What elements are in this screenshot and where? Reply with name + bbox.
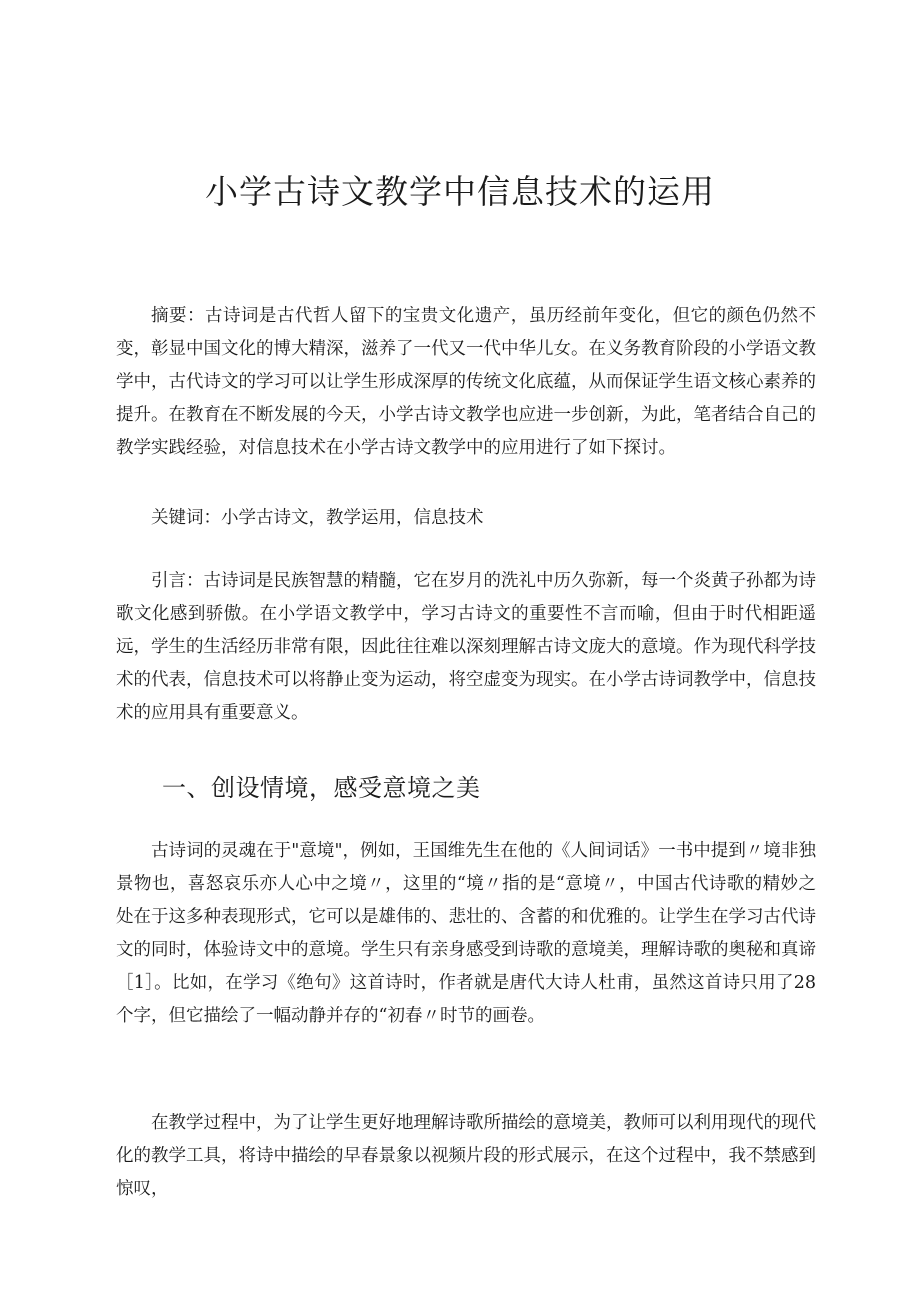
section-heading: 一、创设情境，感受意境之美 (162, 774, 481, 802)
keywords-paragraph: 关键词：小学古诗文，教学运用，信息技术 (151, 508, 484, 528)
section-paragraph: 古诗词的灵魂在于"意境"，例如，王国维先生在他的《人间词话》一书中提到〃境非独景物也，喜怒哀乐亦人心中之境〃，这里的“境〃指的是“意境〃，中国古代诗歌的精妙之处在于这多种表现形式，它可以是雄伟的、悲壮的、含蓄的和优雅的。让学生在学习古代诗文的同时，体验诗文中的意境。学生只有亲身感受到诗歌的意境美，理解诗歌的奥秘和真谛［1］。比如，在学习《绝句》这首诗时，作者就是唐代大诗人杜甫，虽然这首诗只用了28个字，但它描绘了一幅动静并存的“初春〃时节的画卷。 (116, 841, 816, 1026)
section-paragraph: 在教学过程中，为了让学生更好地理解诗歌所描绘的意境美，教师可以利用现代的现代化的教学工具，将诗中描绘的早春景象以视频片段的形式展示，在这个过程中，我不禁感到惊叹， (116, 1113, 816, 1199)
intro-paragraph: 引言：古诗词是民族智慧的精髓，它在岁月的洗礼中历久弥新，每一个炎黄子孙都为诗歌文化感到骄傲。在小学语文教学中，学习古诗文的重要性不言而喻，但由于时代相距遥远，学生的生活经历非常有限，因此往往难以深刻理解古诗文庞大的意境。作为现代科学技术的代表，信息技术可以将静止变为运动，将空虚变为现实。在小学古诗词教学中，信息技术的应用具有重要意义。 (116, 571, 816, 723)
document-title: 小学古诗文教学中信息技术的运用 (205, 172, 715, 211)
abstract-paragraph: 摘要：古诗词是古代哲人留下的宝贵文化遗产，虽历经前年变化，但它的颜色仍然不变，彰显中国文化的博大精深，滋养了一代又一代中华儿女。在义务教育阶段的小学语文教学中，古代诗文的学习可以让学生形成深厚的传统文化底蕴，从而保证学生语文核心素养的提升。在教育在不断发展的今天，小学古诗文教学也应进一步创新，为此，笔者结合自己的教学实践经验，对信息技术在小学古诗文教学中的应用进行了如下探讨。 (116, 306, 816, 458)
